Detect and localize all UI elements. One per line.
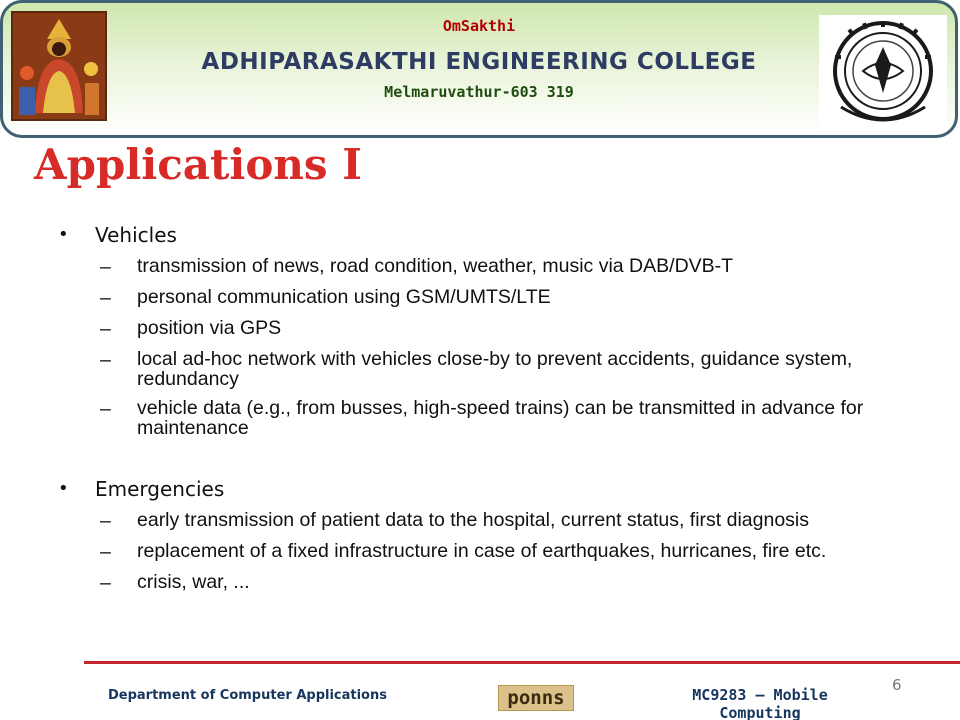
- dash-icon: –: [100, 398, 111, 420]
- bullet-vehicles: [58, 222, 908, 248]
- footer-department: Department of Computer Applications: [108, 688, 387, 703]
- list-item: [100, 318, 908, 340]
- college-emblem: [819, 15, 947, 131]
- dash-icon: –: [100, 349, 111, 371]
- list-item-text: replacement of a fixed infrastructure in case of earthquakes, hurricanes, fire etc.: [137, 540, 827, 562]
- list-item: [100, 287, 908, 309]
- dash-icon: –: [100, 510, 111, 532]
- slide-content: [58, 222, 908, 594]
- list-item: [100, 256, 908, 278]
- list-item-text: early transmission of patient data to the hospital, current status, first diagnosis: [137, 509, 810, 531]
- college-location: Melmaruvathur-603 319: [384, 83, 574, 101]
- dash-icon: –: [100, 287, 111, 309]
- list-item-text: crisis, war, ...: [137, 571, 250, 593]
- list-item: [100, 510, 908, 532]
- list-item: [100, 541, 908, 563]
- dash-icon: –: [100, 541, 111, 563]
- footer-badge: ponns: [498, 685, 574, 711]
- slide-title: Applications I: [34, 140, 362, 189]
- list-item-text: vehicle data (e.g., from busses, high-speed trains) can be transmitted in advance for maintenance: [137, 397, 864, 439]
- college-header-banner: [0, 0, 958, 138]
- list-item-text: transmission of news, road condition, weather, music via DAB/DVB-T: [137, 255, 734, 277]
- dash-icon: –: [100, 256, 111, 278]
- list-item-text: position via GPS: [137, 317, 282, 339]
- list-item: [100, 572, 908, 594]
- footer-divider: [84, 661, 960, 664]
- dash-icon: –: [100, 318, 111, 340]
- list-item-text: personal communication using GSM/UMTS/LTE: [137, 286, 551, 308]
- page-number: 6: [892, 676, 902, 694]
- bullet-emergencies: [58, 476, 908, 502]
- list-item-text: local ad-hoc network with vehicles close-by to prevent accidents, guidance system, redundancy: [137, 348, 853, 390]
- list-item: [100, 398, 908, 438]
- bullet-icon: •: [58, 478, 69, 499]
- footer-course: MC9283 – Mobile Computing: [692, 686, 828, 720]
- bullet-icon: •: [58, 224, 69, 245]
- list-item: [100, 349, 908, 389]
- bullet-heading: Vehicles: [95, 223, 177, 247]
- college-name: ADHIPARASAKTHI ENGINEERING COLLEGE: [201, 49, 757, 75]
- bullet-heading: Emergencies: [95, 477, 225, 501]
- header-top-line: OmSakthi: [442, 17, 516, 35]
- dash-icon: –: [100, 572, 111, 594]
